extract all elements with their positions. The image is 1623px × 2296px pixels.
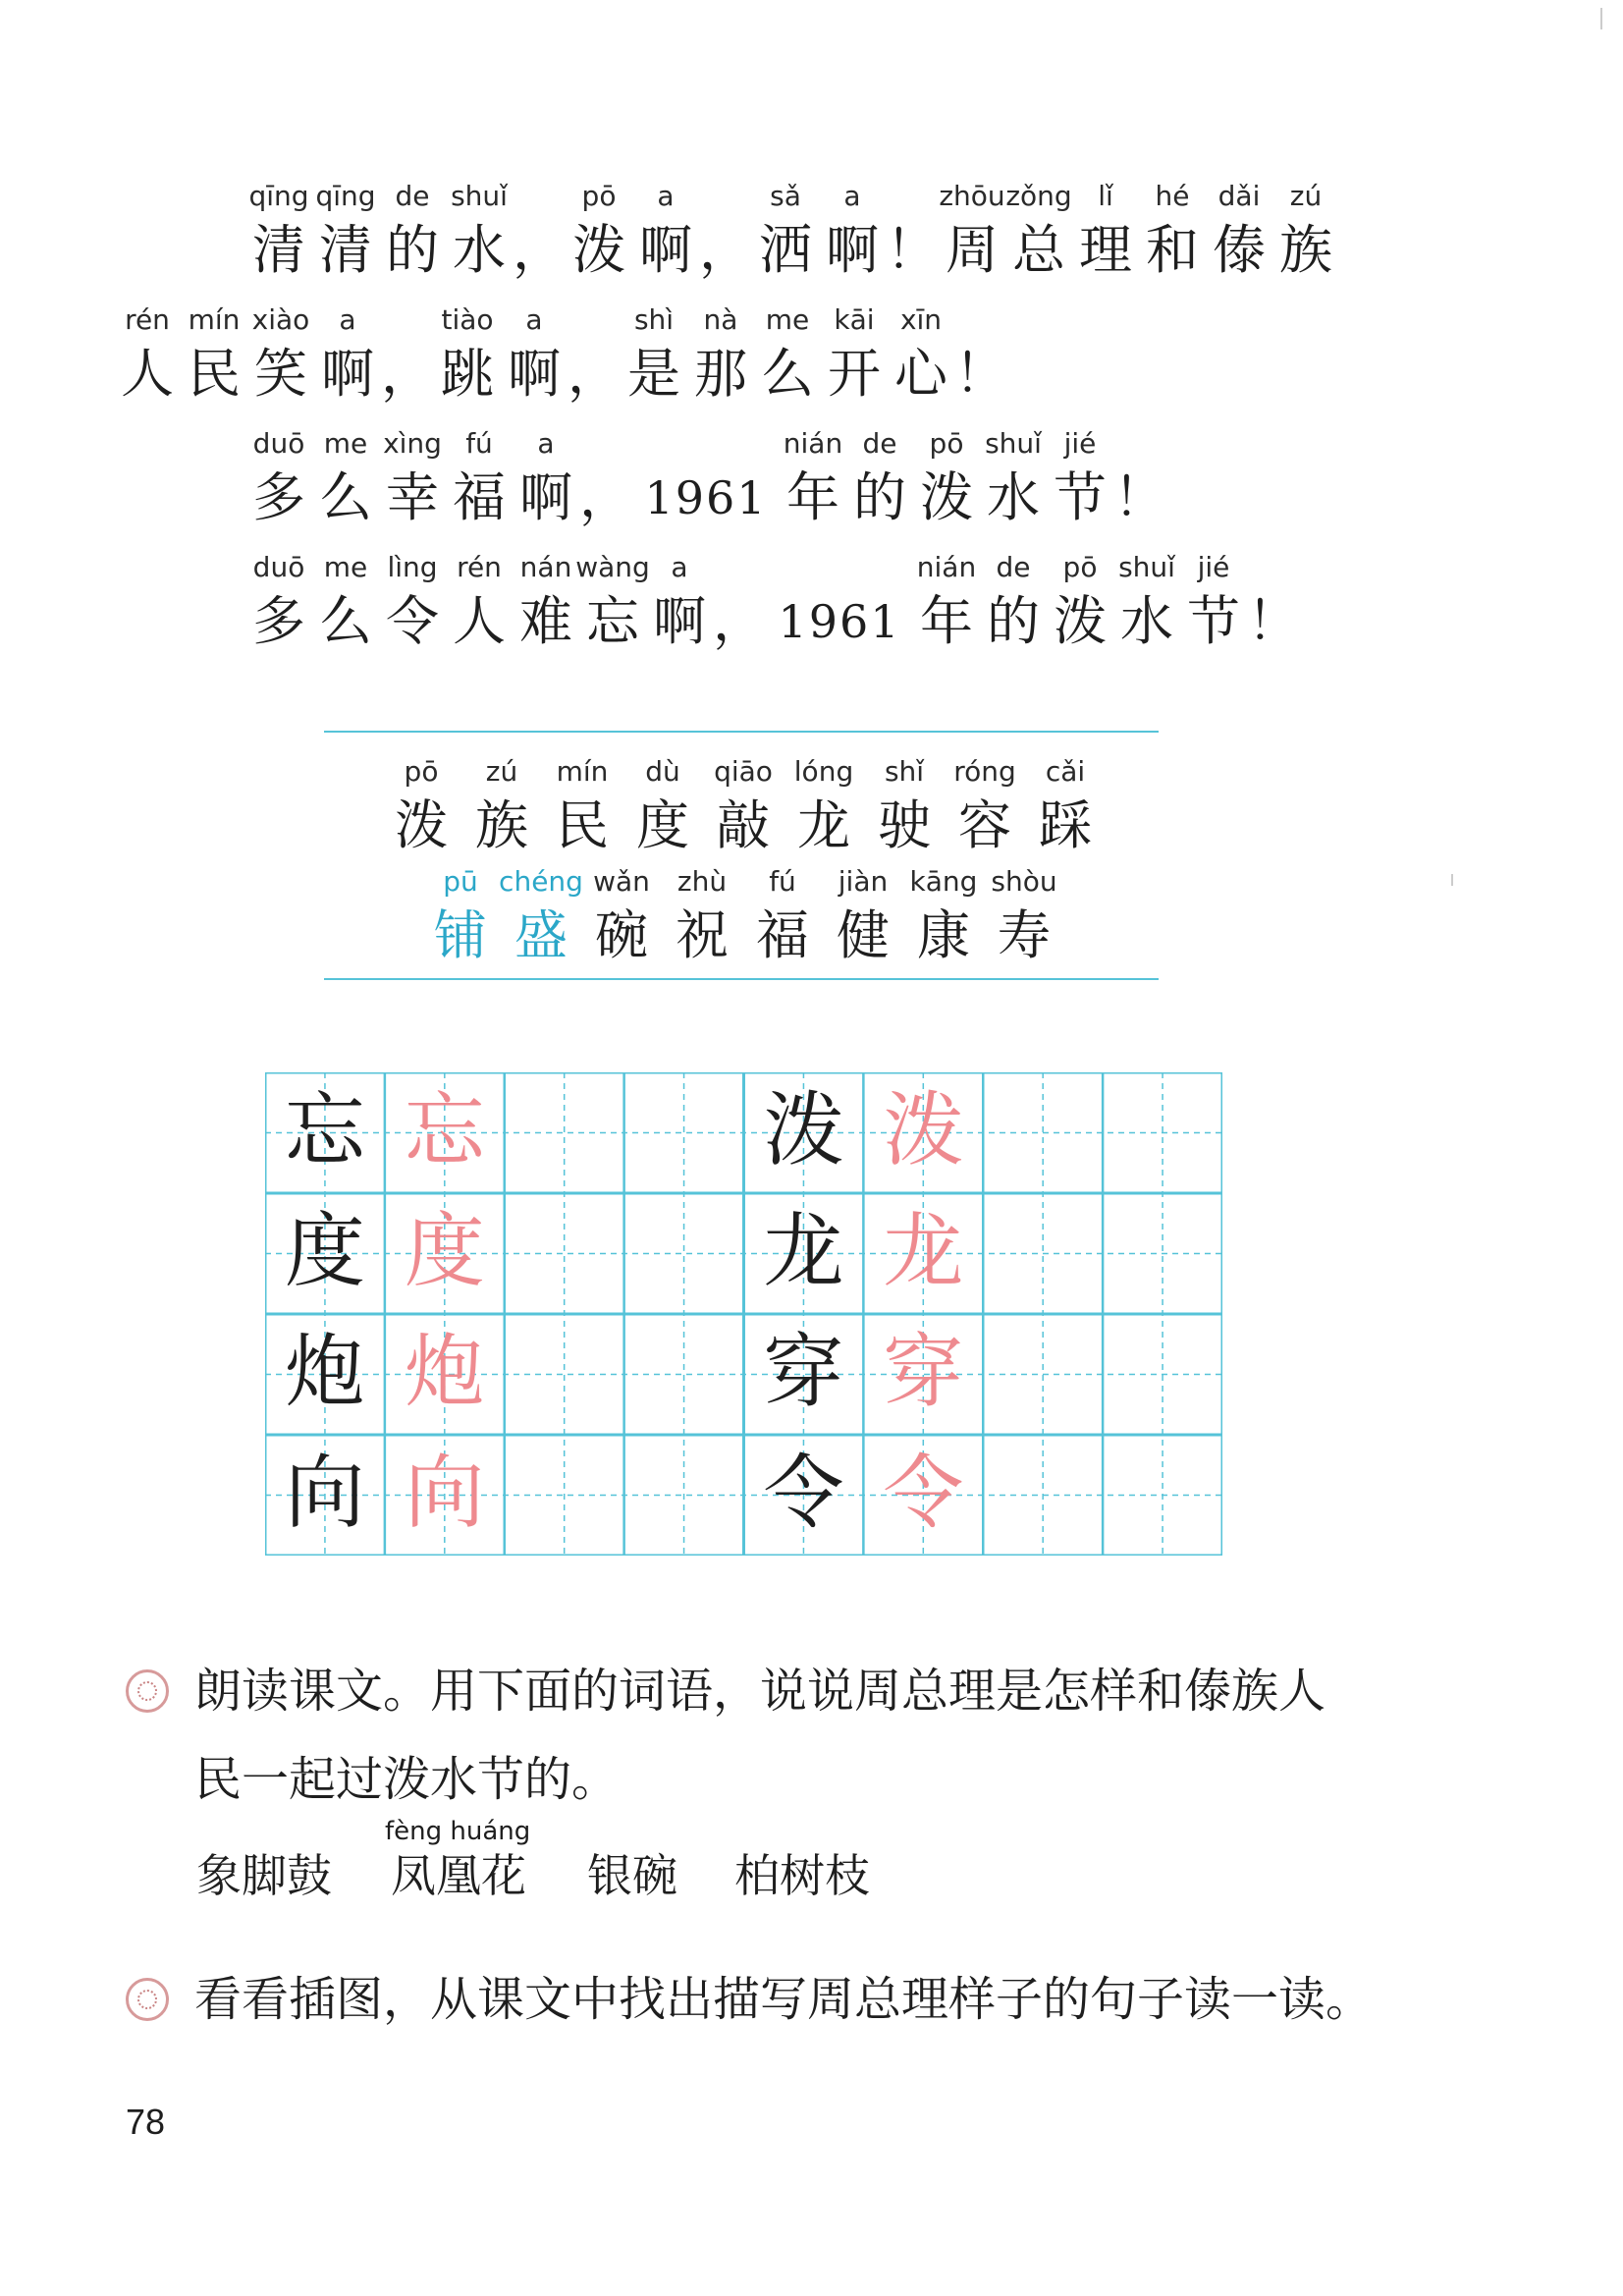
grid-cell [744, 1193, 864, 1314]
writing-grid [265, 1072, 1222, 1556]
trace-char: 度 [404, 1205, 485, 1298]
pinyin: zhōu [939, 180, 1005, 212]
pinyin: shuǐ [1118, 551, 1175, 583]
hanzi: 清 [319, 219, 372, 281]
pinyin: nán [519, 551, 572, 583]
grid-cell [385, 1072, 505, 1193]
task-2: 看看插图，从课文中找出描写周总理样子的句子读一读。 [194, 1972, 1374, 2027]
hanzi: ！ [1113, 466, 1166, 528]
year-text: 1961 [644, 471, 768, 524]
hanzi: 福 [453, 466, 506, 528]
hanzi: 和 [1146, 219, 1199, 281]
word-1: 象脚鼓 [196, 1849, 332, 1902]
hanzi: 忘 [586, 590, 639, 652]
pinyin: kāi [834, 303, 875, 336]
hanzi: ， [579, 466, 632, 528]
pinyin: a [339, 303, 356, 336]
pinyin: dǎi [1217, 180, 1261, 212]
hanzi: 幸 [386, 466, 439, 528]
hanzi: 笑 [254, 343, 307, 405]
pinyin: pō [404, 755, 439, 788]
divider-bottom [324, 978, 1159, 980]
grid-cell [863, 1193, 983, 1314]
hanzi: 踩 [1039, 794, 1092, 856]
hanzi: 人 [453, 590, 506, 652]
pinyin: me [765, 303, 810, 336]
hanzi: 泼 [920, 466, 973, 528]
pinyin: xīn [899, 303, 943, 336]
pinyin: jié [1063, 427, 1097, 460]
pinyin: zú [1289, 180, 1323, 212]
grid-cell [265, 1193, 385, 1314]
pinyin: hé [1155, 180, 1190, 212]
hanzi: 啊 [639, 219, 692, 281]
trace-char: 向 [404, 1447, 485, 1540]
pinyin: pū [443, 865, 478, 898]
pinyin: xiào [251, 303, 310, 336]
hanzi: 总 [1012, 219, 1065, 281]
trace-char: 龙 [883, 1205, 964, 1298]
pinyin: wàng [575, 551, 650, 583]
model-char: 忘 [284, 1084, 365, 1177]
hanzi: 多 [252, 590, 305, 652]
hanzi: 跳 [441, 343, 494, 405]
hanzi: 是 [627, 343, 680, 405]
pinyin: fú [769, 865, 796, 898]
grid-cell [744, 1435, 864, 1556]
scan-mark [1451, 874, 1453, 886]
hanzi: 节 [1187, 590, 1240, 652]
grid-cell [863, 1435, 983, 1556]
pinyin: jiàn [838, 865, 889, 898]
pinyin: de [996, 551, 1031, 583]
pinyin: de [862, 427, 897, 460]
pinyin: dù [645, 755, 680, 788]
hanzi: 年 [786, 466, 839, 528]
hanzi: 清 [252, 219, 305, 281]
hanzi: 容 [958, 794, 1011, 856]
pinyin: rén [125, 303, 170, 336]
hanzi: 民 [556, 794, 609, 856]
pinyin: shuǐ [985, 427, 1042, 460]
page-number: 78 [126, 2102, 166, 2142]
pinyin: shòu [991, 865, 1057, 898]
pinyin: mín [556, 755, 609, 788]
pinyin: zǒng [1005, 180, 1072, 212]
hanzi: 盛 [514, 904, 568, 966]
trace-char: 炮 [404, 1326, 485, 1419]
model-char: 向 [284, 1447, 365, 1540]
hanzi: ， [568, 343, 621, 405]
grid-cell [265, 1072, 385, 1193]
hanzi: 节 [1054, 466, 1107, 528]
pinyin: a [537, 427, 555, 460]
hanzi: 令 [386, 590, 439, 652]
pinyin: duō [252, 427, 305, 460]
pinyin: zú [485, 755, 518, 788]
pinyin: shuǐ [451, 180, 508, 212]
hanzi: 周 [946, 219, 999, 281]
hanzi: 洒 [759, 219, 812, 281]
grid-cell [863, 1072, 983, 1193]
hanzi: 心 [894, 343, 947, 405]
pinyin: duō [252, 551, 305, 583]
pinyin: me [323, 551, 368, 583]
hanzi: 水 [453, 219, 506, 281]
pinyin: lìng [387, 551, 438, 583]
hanzi: 祝 [676, 904, 729, 966]
trace-char: 令 [883, 1447, 964, 1540]
pinyin: pō [929, 427, 964, 460]
grid-cell [744, 1314, 864, 1435]
pinyin: nà [703, 303, 738, 336]
hanzi: 人 [121, 343, 174, 405]
pinyin: pō [1062, 551, 1098, 583]
hanzi: 那 [694, 343, 747, 405]
hanzi: 泼 [395, 794, 448, 856]
hanzi: ， [713, 590, 766, 652]
hanzi: 敲 [717, 794, 770, 856]
pinyin: de [395, 180, 430, 212]
hanzi: 傣 [1213, 219, 1266, 281]
pinyin: shì [633, 303, 675, 336]
pinyin: kāng [909, 865, 978, 898]
hanzi: 啊 [653, 590, 706, 652]
hanzi: 族 [1279, 219, 1332, 281]
hanzi: 多 [252, 466, 305, 528]
hanzi: 度 [636, 794, 689, 856]
pinyin: nián [783, 427, 843, 460]
hanzi: 健 [837, 904, 890, 966]
pinyin: chéng [499, 865, 583, 898]
trace-char: 忘 [404, 1084, 485, 1177]
pinyin: jié [1197, 551, 1230, 583]
hanzi: 族 [475, 794, 528, 856]
hanzi: 驶 [878, 794, 931, 856]
trace-char: 泼 [883, 1084, 964, 1177]
pinyin: a [843, 180, 861, 212]
hanzi: 难 [519, 590, 572, 652]
hanzi: 年 [920, 590, 973, 652]
task-1-line-1: 朗读课文。用下面的词语，说说周总理是怎样和傣族人 [194, 1664, 1326, 1719]
hanzi: 啊 [519, 466, 572, 528]
grid-cell [385, 1193, 505, 1314]
pinyin: wǎn [593, 865, 650, 898]
word-2: 凤凰花 [391, 1849, 526, 1902]
hanzi: 么 [761, 343, 814, 405]
hanzi: ！ [954, 343, 1007, 405]
hanzi: 的 [386, 219, 439, 281]
pinyin: a [525, 303, 543, 336]
model-char: 炮 [284, 1326, 365, 1419]
hanzi: ！ [1247, 590, 1300, 652]
model-char: 令 [763, 1447, 844, 1540]
pinyin: zhù [676, 865, 728, 898]
hanzi: ， [513, 219, 566, 281]
pinyin: mín [188, 303, 241, 336]
model-char: 龙 [763, 1205, 844, 1298]
hanzi: 龙 [797, 794, 850, 856]
year-text: 1961 [778, 595, 901, 648]
grid-cell [385, 1314, 505, 1435]
hanzi: 理 [1079, 219, 1132, 281]
hanzi: ！ [886, 219, 939, 281]
model-char: 度 [284, 1205, 365, 1298]
pinyin: tiào [441, 303, 494, 336]
hanzi: ， [381, 343, 434, 405]
hanzi: 么 [319, 590, 372, 652]
hanzi: 福 [756, 904, 809, 966]
hanzi: 开 [828, 343, 881, 405]
word-pinyin: fèng huáng [385, 1817, 531, 1846]
grid-cell [265, 1435, 385, 1556]
hanzi: 泼 [1054, 590, 1107, 652]
model-char: 穿 [763, 1326, 844, 1419]
grid-cell [744, 1072, 864, 1193]
hanzi: 康 [917, 904, 970, 966]
pinyin: nián [916, 551, 977, 583]
pinyin: rén [457, 551, 502, 583]
hanzi: 啊 [826, 219, 879, 281]
pinyin: lǐ [1098, 180, 1113, 212]
task-1-line-2: 民一起过泼水节的。 [194, 1752, 620, 1807]
pinyin: pō [581, 180, 617, 212]
hanzi: 啊 [321, 343, 374, 405]
divider-top [324, 731, 1159, 733]
word-3: 银碗 [587, 1849, 677, 1902]
hanzi: 碗 [595, 904, 648, 966]
pinyin: lóng [793, 755, 854, 788]
hanzi: 的 [987, 590, 1040, 652]
trace-char: 穿 [883, 1326, 964, 1419]
task-bullet-icon-2 [126, 1978, 169, 2021]
pinyin: a [671, 551, 688, 583]
task-bullet-icon-1 [126, 1669, 169, 1713]
pinyin: cǎi [1045, 755, 1086, 788]
hanzi: 民 [188, 343, 241, 405]
hanzi: 铺 [434, 904, 487, 966]
grid-cell [385, 1435, 505, 1556]
model-char: 泼 [763, 1084, 844, 1177]
hanzi: 么 [319, 466, 372, 528]
word-4: 柏树枝 [734, 1849, 870, 1902]
hanzi: 水 [987, 466, 1040, 528]
hanzi: ， [699, 219, 752, 281]
pinyin: fú [465, 427, 493, 460]
grid-cell [265, 1314, 385, 1435]
pinyin: a [657, 180, 675, 212]
pinyin: róng [953, 755, 1016, 788]
pinyin: qīng [315, 180, 376, 212]
pinyin: me [323, 427, 368, 460]
pinyin: sǎ [770, 180, 801, 212]
grid-cell [863, 1314, 983, 1435]
hanzi: 寿 [998, 904, 1051, 966]
pinyin: xìng [383, 427, 442, 460]
hanzi: 水 [1120, 590, 1173, 652]
pinyin: shǐ [884, 755, 925, 788]
hanzi: 的 [853, 466, 906, 528]
pinyin: qīng [248, 180, 309, 212]
hanzi: 泼 [572, 219, 625, 281]
pinyin: qiāo [714, 755, 773, 788]
hanzi: 啊 [508, 343, 561, 405]
scan-mark [1600, 8, 1602, 29]
